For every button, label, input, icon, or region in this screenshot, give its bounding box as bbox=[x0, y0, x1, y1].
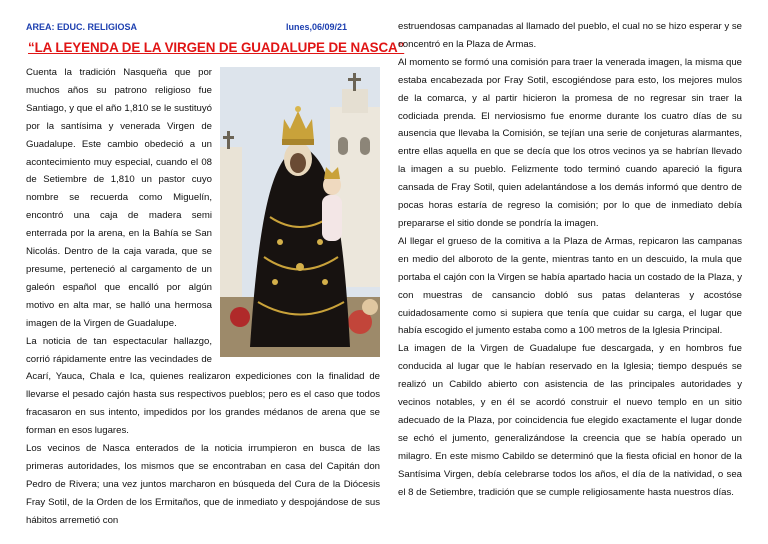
subject-area-label: AREA: EDUC. RELIGIOSA bbox=[26, 22, 138, 32]
right-paragraph: La imagen de la Virgen de Guadalupe fue descargada, y en hombros fue conducida al lugar que le habían reservado en la Iglesia; tiempo después se realizó un Cabildo abierto con asistencia de las principales autoridades y vecinos notables, y en él se acordó construir el nuevo templo en un sitio adecuado de la Plaza, por coincidencia fue elegido exactamente el lugar donde se echó el jumento, generalizándose la creencia que se había operado un milagro. En este mismo Cabildo se determinó que la fiesta oficial en honor de la Santísima Virgen, debía celebrarse todos los años, el día de la natividad, o sea el 8 de Setiembre, tradición que se cumple religiosamente hasta nuestros días. bbox=[398, 343, 742, 498]
right-paragraph: Al momento se formó una comisión para traer la venerada imagen, la misma que estaba encabezada por Fray Sotil, escogiéndose para esto, los mejores mulos de la comarca, y al partir hicieron la promesa de no regresar sin traer la codiciada prenda. El nerviosismo fue enorme durante los cuatro días de su ausencia que llevaba la Comisión, se tejían una serie de conjeturas alarmantes, entre ellas aquella en que se decía que los otros vecinos ya se habrían llevado la imagen a su pueblo. Felizmente todo terminó cuando apareció la figura cansada de Fray Sotil, quien adelantándose a los demás informó que dentro de pocas horas estaría de regreso la comisión; por lo que de inmediato debía prepararse el sitio donde se pondría la imagen. bbox=[398, 56, 742, 229]
page-header bbox=[22, 22, 378, 36]
right-column bbox=[398, 18, 742, 501]
date-label: lunes,06/09/21 bbox=[286, 22, 348, 32]
right-paragraph: estruendosas campanadas al llamado del pueblo, el cual no se hizo esperar y se concentró en la Plaza de Armas. bbox=[398, 21, 742, 50]
left-paragraph: Cuenta la tradición Nasqueña que por muchos años su patrono religioso fue Santiago, y que el año 1,810 se le sustituyó por la santísima y venerada Virgen de Guadalupe. Este cambio obedeció a un acontecimiento muy especial, cuando el 08 de Setiembre de 1,810 un pastor cuyo nombre se recuerda como Miguelín, encontró una caja de madera semi enterrada por la arena, en la Bahía se San Nicolás. Dentro de la caja varada, que se presume, perteneció al cargamento de un galeón español que encalló por algún motivo en alta mar, se halló una hermosa imagen de la Virgen de Guadalupe. bbox=[26, 67, 212, 329]
document-title: “LA LEYENDA DE LA VIRGEN DE GUADALUPE DE NASCA” bbox=[28, 40, 405, 55]
left-paragraph: Los vecinos de Nasca enterados de la noticia irrumpieron en busca de las primeras autoridades, los mismos que se encontraban en casa del Capitán don Pedro de Rivera; una vez juntos marcharon en búsqueda del Cura de la Diócesis Fray Sotil, de la Orden de los Ermitaños, que de inmediato y despojándose de sus hábitos arremetió con bbox=[26, 443, 380, 526]
statue-illustration bbox=[220, 67, 380, 357]
right-paragraph: Al llegar el grueso de la comitiva a la Plaza de Armas, repicaron las campanas en medio del alboroto de la gente, mientras tanto en un descuido, la mula que portaba el cajón con la Virgen se había apartado hacia un costado de la Plaza, y con muestras de cansancio dobló sus patas delanteras y acostóse cuidadosamente como si supiera que tenía que cuidar su carga, el lugar que había escogido el jumento estaba como a 100 metros de la Iglesia Principal. bbox=[398, 235, 742, 337]
left-column bbox=[26, 64, 380, 530]
left-paragraph: La noticia de tan espectacular hallazgo, corrió rápidamente entre las vecindades de Acarí, Yauca, Chala e Ica, quienes realizaron expediciones con la finalidad de llevarse el pesado cajón hasta sus respectivos pueblos; pero es el caso que todos fracasaron en sus intento, impedidos por los grandes médanos de arena que se forman en esos lugares. bbox=[26, 335, 380, 437]
virgin-of-guadalupe-statue-image bbox=[220, 67, 380, 357]
